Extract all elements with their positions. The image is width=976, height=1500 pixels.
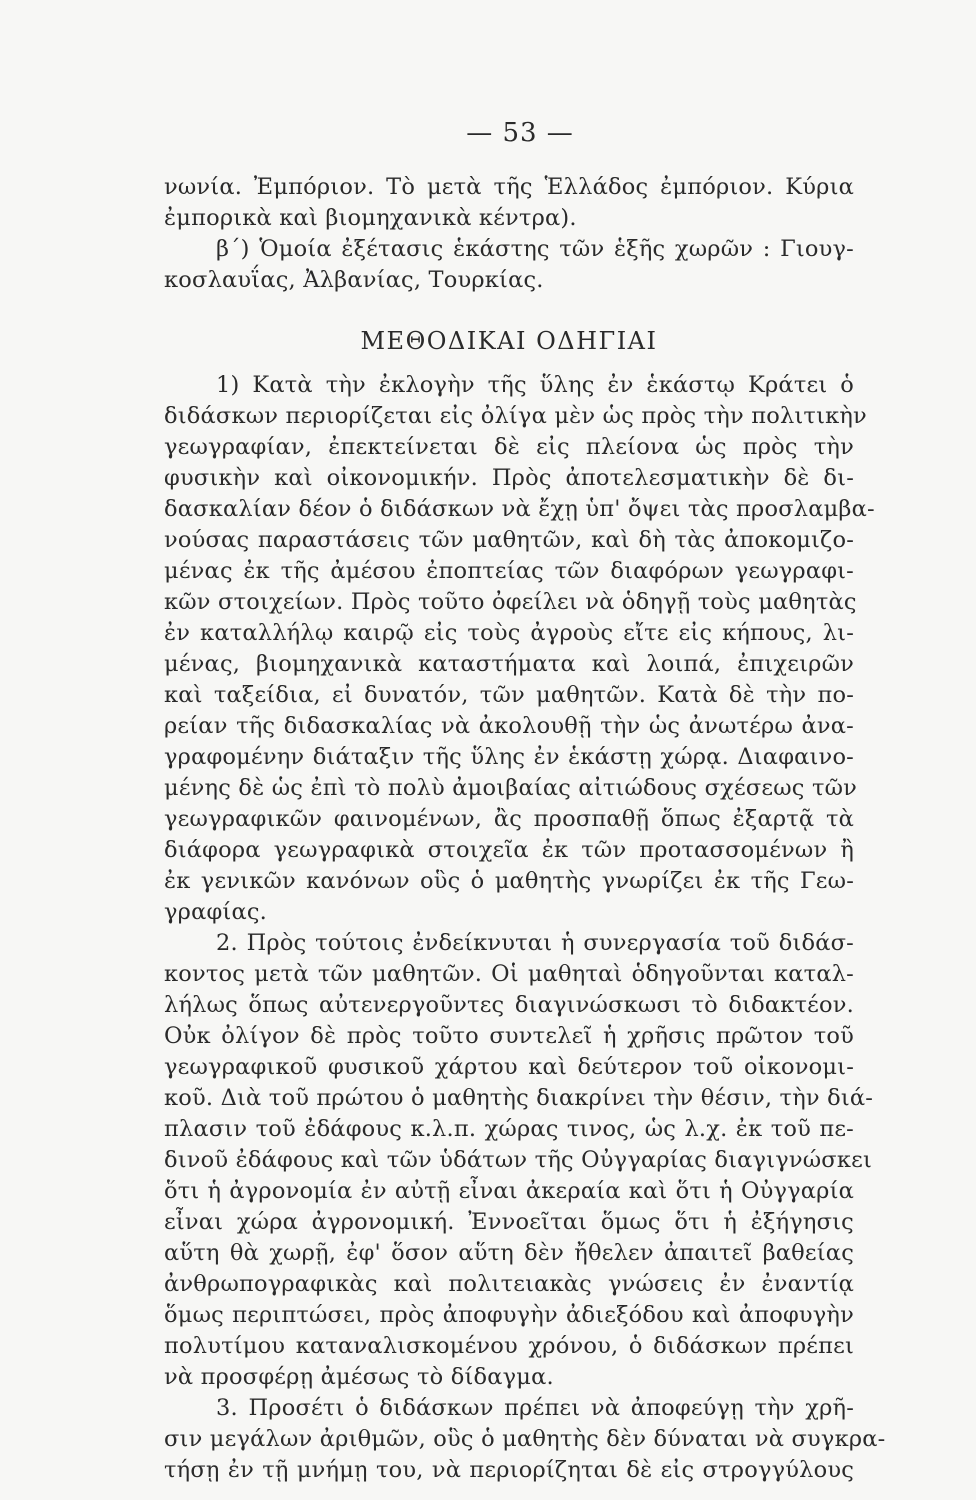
text-line: αὕτη θὰ χωρῇ, ἐφ' ὅσον αὕτη δὲν ἤθελεν ἀπαιτεῖ βαθείας (164, 1240, 854, 1266)
text-line: μένας ἐκ τῆς ἀμέσου ἐποπτείας τῶν διαφόρων γεωγραφι- (164, 558, 854, 584)
section-heading: ΜΕΘΟΔΙΚΑΙ ΟΔΗΓΙΑΙ (360, 327, 658, 355)
text-line: γεωγραφικῶν φαινομένων, ἂς προσπαθῇ ὅπως ἐξαρτᾷ τὰ (164, 806, 854, 832)
text-line: νὰ προσφέρῃ ἀμέσως τὸ δίδαγμα. (164, 1364, 554, 1390)
text-line: εἶναι χώρα ἀγρονομική. Ἐννοεῖται ὅμως ὅτι ἡ ἐξήγησις (164, 1209, 854, 1235)
text-line: διάφορα γεωγραφικὰ στοιχεῖα ἐκ τῶν προτασσομένων ἢ (164, 837, 854, 863)
text-line: ἐμπορικὰ καὶ βιομηχανικὰ κέντρα). (164, 205, 577, 231)
text-line: γεωγραφίαν, ἐπεκτείνεται δὲ εἰς πλείονα ὡς πρὸς τὴν (164, 434, 854, 460)
text-line: ὅμως περιπτώσει, πρὸς ἀποφυγὴν ἀδιεξόδου καὶ ἀποφυγὴν (164, 1302, 854, 1328)
text-line: φυσικὴν καὶ οἰκονομικήν. Πρὸς ἀποτελεσματικὴν δὲ δι- (164, 465, 854, 491)
paragraph-3 (164, 1393, 886, 1486)
text-line: μένης δὲ ὡς ἐπὶ τὸ πολὺ ἀμοιβαίας αἰτιώδους σχέσεως τῶν (164, 775, 858, 801)
text-line: μένας, βιομηχανικὰ καταστήματα καὶ λοιπά, ἐπιχειρῶν (164, 651, 854, 677)
page-text (164, 172, 886, 1486)
text-line: γεωγραφικοῦ φυσικοῦ χάρτου καὶ δεύτερον τοῦ οἰκονομι- (164, 1054, 854, 1080)
text-line: γραφομένην διάταξιν τῆς ὕλης ἐν ἑκάστῃ χώρᾳ. Διαφαινο- (164, 744, 854, 770)
text-line: κοντος μετὰ τῶν μαθητῶν. Οἱ μαθηταὶ ὁδηγοῦνται καταλ- (164, 961, 854, 987)
paragraph-2 (164, 928, 874, 1393)
text-line: 1) Κατὰ τὴν ἐκλογὴν τῆς ὕλης ἐν ἑκάστῳ Κράτει ὁ (216, 372, 854, 398)
text-line: ἐν καταλλήλῳ καιρῷ εἰς τοὺς ἀγροὺς εἴτε εἰς κήπους, λι- (164, 620, 854, 646)
text-line: ἐκ γενικῶν κανόνων οὓς ὁ μαθητὴς γνωρίζει ἐκ τῆς Γεω- (164, 868, 854, 894)
text-line: κῶν στοιχείων. Πρὸς τοῦτο ὀφείλει νὰ ὁδηγῇ τοὺς μαθητὰς (164, 589, 857, 615)
text-line: πολυτίμου καταναλισκομένου χρόνου, ὁ διδάσκων πρέπει (164, 1333, 854, 1359)
page-number: — 53 — (466, 118, 574, 148)
text-line: κοῦ. Διὰ τοῦ πρώτου ὁ μαθητὴς διακρίνει τὴν θέσιν, τὴν διά- (164, 1085, 874, 1111)
text-line: ρείαν τῆς διδασκαλίας νὰ ἀκολουθῇ τὴν ὡς ἀνωτέρω ἀνα- (164, 713, 854, 739)
intro-paragraph (164, 172, 854, 296)
text-line: κοσλαυΐας, Ἀλβανίας, Τουρκίας. (164, 267, 544, 293)
text-line: γραφίας. (164, 899, 267, 925)
text-line: νωνία. Ἐμπόριον. Τὸ μετὰ τῆς Ἑλλάδος ἐμπόριον. Κύρια (164, 174, 854, 200)
text-line: β΄) Ὁμοία ἐξέτασις ἑκάστης τῶν ἑξῆς χωρῶν : Γιουγ- (216, 236, 854, 262)
text-line: ἀνθρωπογραφικὰς καὶ πολιτειακὰς γνώσεις ἐν ἐναντίᾳ (164, 1271, 854, 1297)
text-line: σιν μεγάλων ἀριθμῶν, οὓς ὁ μαθητὴς δὲν δύναται νὰ συγκρα- (164, 1426, 886, 1452)
text-line: ὅτι ἡ ἀγρονομία ἐν αὐτῇ εἶναι ἀκεραία καὶ ὅτι ἡ Οὐγγαρία (164, 1178, 854, 1204)
text-line: Οὐκ ὀλίγον δὲ πρὸς τοῦτο συντελεῖ ἡ χρῆσις πρῶτον τοῦ (164, 1023, 854, 1049)
text-line: νούσας παραστάσεις τῶν μαθητῶν, καὶ δὴ τὰς ἀποκομιζο- (164, 527, 854, 553)
text-line: πλασιν τοῦ ἐδάφους κ.λ.π. χώρας τινος, ὡς λ.χ. ἐκ τοῦ πε- (164, 1116, 854, 1142)
text-line: διδάσκων περιορίζεται εἰς ὀλίγα μὲν ὡς πρὸς τὴν πολιτικὴν (164, 403, 867, 429)
text-line: 3. Προσέτι ὁ διδάσκων πρέπει νὰ ἀποφεύγῃ τὴν χρῆ- (216, 1395, 854, 1421)
text-line: λήλως ὅπως αὐτενεργοῦντες διαγινώσκωσι τὸ διδακτέον. (164, 992, 854, 1018)
text-line: 2. Πρὸς τούτοις ἐνδείκνυται ἡ συνεργασία τοῦ διδάσ- (216, 930, 854, 956)
paragraph-1 (164, 370, 875, 928)
text-line: καὶ ταξείδια, εἰ δυνατόν, τῶν μαθητῶν. Κατὰ δὲ τὴν πο- (164, 682, 854, 708)
text-line: δινοῦ ἐδάφους καὶ τῶν ὑδάτων τῆς Οὐγγαρίας διαγιγνώσκει (164, 1147, 872, 1173)
text-line: δασκαλίαν δέον ὁ διδάσκων νὰ ἔχῃ ὑπ' ὄψει τὰς προσλαμβα- (164, 496, 875, 522)
text-line: τήσῃ ἐν τῇ μνήμῃ του, νὰ περιορίζηται δὲ εἰς στρογγύλους (164, 1457, 854, 1483)
